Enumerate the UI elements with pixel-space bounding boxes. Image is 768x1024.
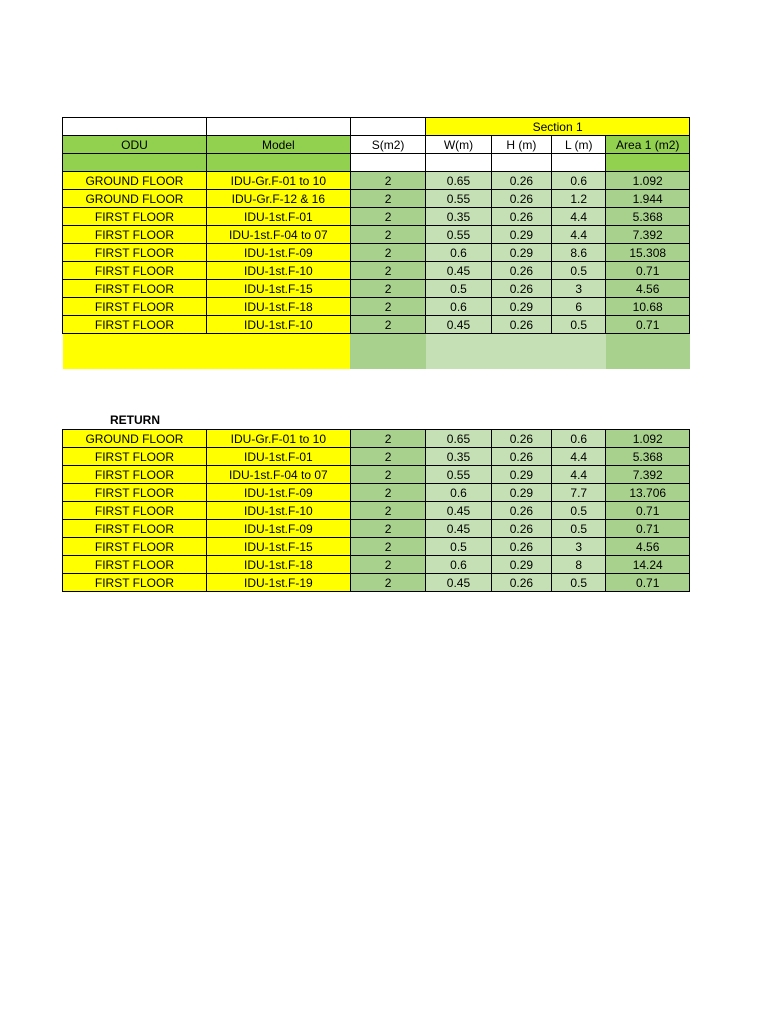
table-row (63, 244, 690, 262)
blank-cell[interactable] (606, 154, 690, 172)
cell-l[interactable]: 0.5 (552, 574, 606, 592)
cell-h[interactable]: 0.26 (491, 538, 551, 556)
blank-cell[interactable] (63, 334, 351, 370)
cell-l[interactable]: 4.4 (552, 448, 606, 466)
table-row (63, 316, 690, 334)
cell-area[interactable]: 1.092 (606, 172, 690, 190)
cell-odu[interactable]: GROUND FLOOR (63, 190, 207, 208)
cell-model[interactable]: IDU-1st.F-04 to 07 (206, 466, 350, 484)
cell-l[interactable]: 8 (552, 556, 606, 574)
cell-odu[interactable]: FIRST FLOOR (63, 520, 207, 538)
cell-area[interactable]: 4.56 (606, 280, 690, 298)
cell-s[interactable]: 2 (350, 190, 425, 208)
blank-cell[interactable] (552, 154, 606, 172)
cell-w[interactable]: 0.5 (426, 538, 491, 556)
blank-cell[interactable] (350, 334, 425, 370)
cell-odu[interactable]: FIRST FLOOR (63, 538, 207, 556)
header-w[interactable]: W(m) (426, 136, 491, 154)
cell-area[interactable]: 0.71 (606, 316, 690, 334)
cell-w[interactable]: 0.45 (426, 574, 491, 592)
cell-s[interactable]: 2 (350, 262, 425, 280)
section-row (63, 118, 690, 136)
cell-area[interactable]: 14.24 (606, 556, 690, 574)
supply-body (63, 172, 690, 334)
table-row (63, 172, 690, 190)
cell-w[interactable]: 0.65 (426, 172, 491, 190)
cell-l[interactable]: 0.6 (552, 430, 606, 448)
cell-model[interactable]: IDU-1st.F-10 (206, 316, 350, 334)
header-model[interactable]: Model (206, 136, 350, 154)
table-row (63, 280, 690, 298)
cell-odu[interactable]: FIRST FLOOR (63, 298, 207, 316)
blank-cell[interactable] (491, 154, 551, 172)
blank-cell[interactable] (63, 154, 207, 172)
cell-l[interactable]: 1.2 (552, 190, 606, 208)
cell-model[interactable]: IDU-1st.F-10 (206, 502, 350, 520)
cell-h[interactable]: 0.26 (491, 430, 551, 448)
table-row (63, 448, 690, 466)
table-row (63, 574, 690, 592)
supply-table (62, 117, 690, 369)
cell-area[interactable]: 0.71 (606, 262, 690, 280)
cell-w[interactable]: 0.55 (426, 226, 491, 244)
cell-model[interactable]: IDU-Gr.F-01 to 10 (206, 172, 350, 190)
cell-l[interactable]: 3 (552, 280, 606, 298)
cell-w[interactable]: 0.45 (426, 316, 491, 334)
return-table (62, 429, 690, 592)
blank-cell[interactable] (206, 154, 350, 172)
cell-s[interactable]: 2 (350, 244, 425, 262)
cell-area[interactable]: 0.71 (606, 520, 690, 538)
cell-model[interactable]: IDU-1st.F-18 (206, 298, 350, 316)
table-row (63, 190, 690, 208)
cell-area[interactable]: 5.368 (606, 208, 690, 226)
cell-odu[interactable]: FIRST FLOOR (63, 262, 207, 280)
cell-area[interactable]: 0.71 (606, 502, 690, 520)
cell-model[interactable]: IDU-1st.F-19 (206, 574, 350, 592)
cell-l[interactable]: 6 (552, 298, 606, 316)
cell-model[interactable]: IDU-1st.F-09 (206, 244, 350, 262)
cell-l[interactable]: 0.5 (552, 262, 606, 280)
cell-s[interactable]: 2 (350, 172, 425, 190)
blank-cell[interactable] (350, 154, 425, 172)
cell-w[interactable]: 0.5 (426, 280, 491, 298)
cell-h[interactable]: 0.26 (491, 502, 551, 520)
blank-cell[interactable] (606, 334, 690, 370)
cell-model[interactable]: IDU-1st.F-15 (206, 280, 350, 298)
cell-odu[interactable]: GROUND FLOOR (63, 172, 207, 190)
cell-s[interactable]: 2 (350, 556, 425, 574)
cell-h[interactable]: 0.26 (491, 190, 551, 208)
return-body (63, 430, 690, 592)
table-row (63, 226, 690, 244)
cell-odu[interactable]: FIRST FLOOR (63, 208, 207, 226)
table-row (63, 262, 690, 280)
cell-model[interactable]: IDU-1st.F-09 (206, 520, 350, 538)
cell-odu[interactable]: FIRST FLOOR (63, 226, 207, 244)
cell-model[interactable]: IDU-1st.F-01 (206, 448, 350, 466)
cell-odu[interactable]: FIRST FLOOR (63, 502, 207, 520)
cell-s[interactable]: 2 (350, 538, 425, 556)
blank-cell[interactable] (350, 118, 425, 136)
cell-h[interactable]: 0.29 (491, 556, 551, 574)
cell-odu[interactable]: FIRST FLOOR (63, 316, 207, 334)
cell-s[interactable]: 2 (350, 226, 425, 244)
cell-odu[interactable]: FIRST FLOOR (63, 448, 207, 466)
cell-w[interactable]: 0.45 (426, 520, 491, 538)
cell-h[interactable]: 0.29 (491, 226, 551, 244)
cell-l[interactable]: 3 (552, 538, 606, 556)
cell-s[interactable]: 2 (350, 316, 425, 334)
header-h[interactable]: H (m) (491, 136, 551, 154)
cell-l[interactable]: 0.6 (552, 172, 606, 190)
cell-w[interactable]: 0.6 (426, 298, 491, 316)
cell-area[interactable]: 5.368 (606, 448, 690, 466)
cell-l[interactable]: 4.4 (552, 208, 606, 226)
header-s[interactable]: S(m2) (350, 136, 425, 154)
cell-s[interactable]: 2 (350, 520, 425, 538)
cell-h[interactable]: 0.29 (491, 244, 551, 262)
header-area[interactable]: Area 1 (m2) (606, 136, 690, 154)
cell-odu[interactable]: FIRST FLOOR (63, 556, 207, 574)
cell-odu[interactable]: FIRST FLOOR (63, 574, 207, 592)
table-row (63, 466, 690, 484)
cell-s[interactable]: 2 (350, 298, 425, 316)
table-row (63, 520, 690, 538)
cell-s[interactable]: 2 (350, 484, 425, 502)
cell-h[interactable]: 0.26 (491, 520, 551, 538)
cell-h[interactable]: 0.26 (491, 574, 551, 592)
table-row (63, 502, 690, 520)
cell-l[interactable]: 0.5 (552, 520, 606, 538)
cell-model[interactable]: IDU-Gr.F-01 to 10 (206, 430, 350, 448)
cell-odu[interactable]: FIRST FLOOR (63, 244, 207, 262)
table-row (63, 208, 690, 226)
return-label: RETURN (110, 413, 160, 427)
cell-s[interactable]: 2 (350, 466, 425, 484)
cell-h[interactable]: 0.29 (491, 466, 551, 484)
cell-h[interactable]: 0.26 (491, 172, 551, 190)
blank-cell[interactable] (426, 154, 491, 172)
cell-s[interactable]: 2 (350, 502, 425, 520)
cell-w[interactable]: 0.6 (426, 556, 491, 574)
cell-l[interactable]: 4.4 (552, 466, 606, 484)
cell-s[interactable]: 2 (350, 574, 425, 592)
cell-w[interactable]: 0.6 (426, 244, 491, 262)
cell-odu[interactable]: FIRST FLOOR (63, 466, 207, 484)
cell-l[interactable]: 4.4 (552, 226, 606, 244)
cell-model[interactable]: IDU-1st.F-18 (206, 556, 350, 574)
blank-cell[interactable] (426, 334, 606, 370)
cell-odu[interactable]: FIRST FLOOR (63, 280, 207, 298)
table-row (63, 538, 690, 556)
cell-w[interactable]: 0.35 (426, 208, 491, 226)
cell-area[interactable]: 1.092 (606, 430, 690, 448)
cell-s[interactable]: 2 (350, 448, 425, 466)
cell-model[interactable]: IDU-1st.F-15 (206, 538, 350, 556)
cell-s[interactable]: 2 (350, 430, 425, 448)
cell-s[interactable]: 2 (350, 280, 425, 298)
cell-model[interactable]: IDU-1st.F-09 (206, 484, 350, 502)
cell-area[interactable]: 0.71 (606, 574, 690, 592)
cell-area[interactable]: 15.308 (606, 244, 690, 262)
total-row (63, 334, 690, 370)
cell-w[interactable]: 0.6 (426, 484, 491, 502)
header-row (63, 136, 690, 154)
cell-model[interactable]: IDU-Gr.F-12 & 16 (206, 190, 350, 208)
cell-l[interactable]: 0.5 (552, 502, 606, 520)
table-row (63, 298, 690, 316)
cell-h[interactable]: 0.26 (491, 262, 551, 280)
cell-l[interactable]: 8.6 (552, 244, 606, 262)
cell-area[interactable]: 7.392 (606, 226, 690, 244)
cell-odu[interactable]: GROUND FLOOR (63, 430, 207, 448)
header-l[interactable]: L (m) (552, 136, 606, 154)
cell-w[interactable]: 0.55 (426, 466, 491, 484)
cell-s[interactable]: 2 (350, 208, 425, 226)
cell-area[interactable]: 7.392 (606, 466, 690, 484)
cell-l[interactable]: 0.5 (552, 316, 606, 334)
section-1-label[interactable]: Section 1 (426, 118, 690, 136)
cell-model[interactable]: IDU-1st.F-04 to 07 (206, 226, 350, 244)
table-row (63, 484, 690, 502)
cell-l[interactable]: 7.7 (552, 484, 606, 502)
table-row (63, 556, 690, 574)
cell-w[interactable]: 0.45 (426, 262, 491, 280)
blank-cell[interactable] (206, 118, 350, 136)
cell-w[interactable]: 0.45 (426, 502, 491, 520)
cell-area[interactable]: 4.56 (606, 538, 690, 556)
cell-h[interactable]: 0.26 (491, 280, 551, 298)
cell-h[interactable]: 0.26 (491, 208, 551, 226)
cell-h[interactable]: 0.29 (491, 484, 551, 502)
cell-area[interactable]: 1.944 (606, 190, 690, 208)
cell-w[interactable]: 0.35 (426, 448, 491, 466)
cell-model[interactable]: IDU-1st.F-01 (206, 208, 350, 226)
header-odu[interactable]: ODU (63, 136, 207, 154)
blank-cell[interactable] (63, 118, 207, 136)
cell-model[interactable]: IDU-1st.F-10 (206, 262, 350, 280)
cell-h[interactable]: 0.26 (491, 448, 551, 466)
cell-h[interactable]: 0.29 (491, 298, 551, 316)
cell-area[interactable]: 10.68 (606, 298, 690, 316)
cell-w[interactable]: 0.65 (426, 430, 491, 448)
cell-area[interactable]: 13.706 (606, 484, 690, 502)
cell-h[interactable]: 0.26 (491, 316, 551, 334)
cell-odu[interactable]: FIRST FLOOR (63, 484, 207, 502)
table-row (63, 430, 690, 448)
spacer-row (63, 154, 690, 172)
cell-w[interactable]: 0.55 (426, 190, 491, 208)
